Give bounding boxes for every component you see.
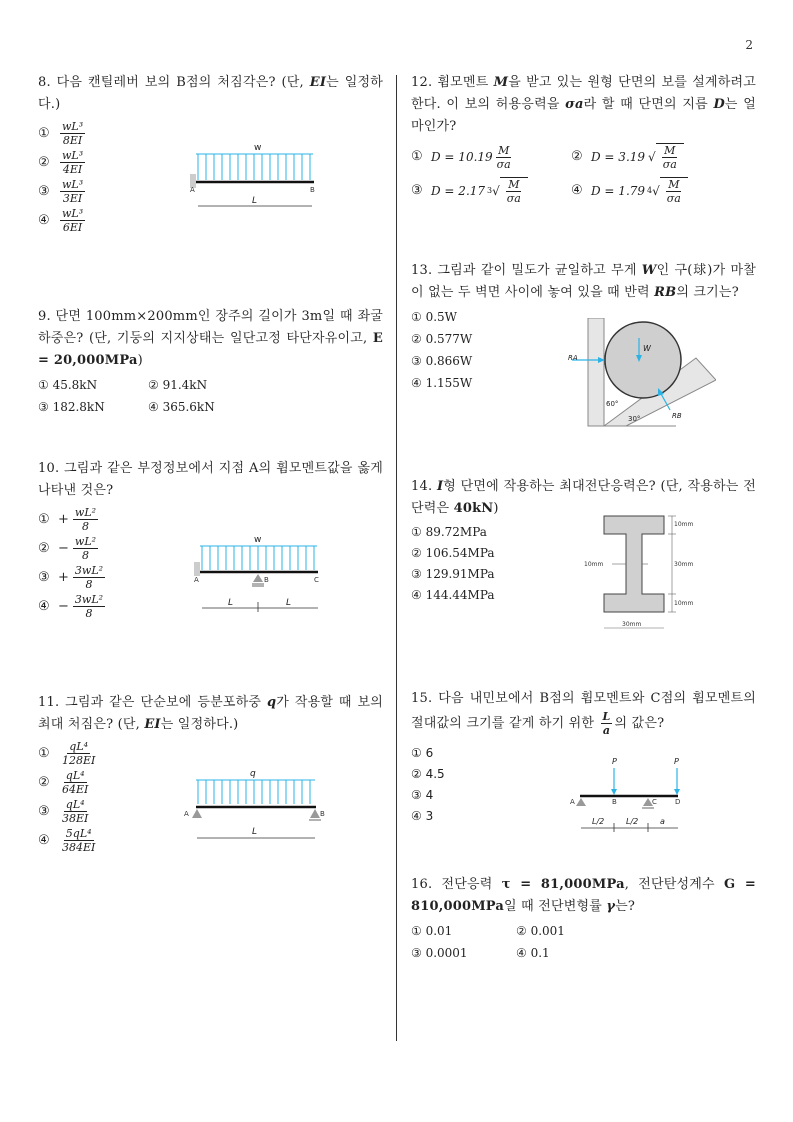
q10-option-1[interactable]: ① + $\frac{\text{wL²}}{8}$: [38, 506, 97, 533]
column-divider: [396, 75, 397, 1041]
q11-option-4[interactable]: ④ $\frac{\text{5qL⁴}}{384EI}$: [38, 827, 96, 854]
q8-option-2[interactable]: ② $\frac{\text{wL³}}{4EI}$: [38, 149, 84, 176]
q15-option-1[interactable]: ① 6: [411, 746, 434, 760]
q10-option-2[interactable]: ② − $\frac{\text{wL²}}{8}$: [38, 535, 97, 562]
question-9-text: 9. 단면 100mm×200mm인 장주의 길이가 3m일 때 좌굴하중은? (단, 기둥의 지지상태는 일단고정 타단자유이고, E = 20,000MPa): [38, 309, 383, 368]
svg-text:A: A: [184, 810, 189, 818]
q8-option-3[interactable]: ③ $\frac{\text{wL³}}{3EI}$: [38, 178, 84, 205]
question-13-text: 13. 그림과 같이 밀도가 균일하고 무게 W인 구(球)가 마찰이 없는 두 벽면 사이에 놓여 있을 때 반력 RB의 크기는?: [411, 263, 756, 300]
q9-option-2[interactable]: ② 91.4kN: [148, 378, 208, 392]
question-12-text: 12. 휨모멘트 M을 받고 있는 원형 단면의 보를 설계하려고 한다. 이 보의 허용응력을 σa라 할 때 단면의 지름 D는 얼마인가?: [411, 75, 756, 134]
question-8-text: 8. 다음 캔틸레버 보의 B점의 처짐각은? (단, EI는 일정하다.): [38, 75, 383, 112]
svg-text:B: B: [264, 576, 269, 584]
svg-text:L/2: L/2: [592, 817, 605, 826]
svg-text:L/2: L/2: [626, 817, 639, 826]
q16-option-2[interactable]: ② 0.001: [516, 924, 565, 938]
q12-option-1[interactable]: ① D = 10.19 $\frac{M}{\sigma a}$: [411, 143, 511, 171]
svg-text:10mm: 10mm: [674, 521, 694, 528]
q14-option-4[interactable]: ④ 144.44MPa: [411, 588, 495, 602]
svg-text:30°: 30°: [628, 415, 641, 423]
q12-option-2[interactable]: ② D = 3.19 √ $\frac{M}{\sigma a}$: [571, 140, 751, 174]
q15-option-4[interactable]: ④ 3: [411, 809, 434, 823]
q14-option-1[interactable]: ① 89.72MPa: [411, 525, 487, 539]
svg-text:A: A: [194, 576, 199, 584]
svg-text:P: P: [612, 757, 617, 766]
sphere-walls-figure: [566, 318, 716, 428]
question-15-text: 15. 다음 내민보에서 B점의 휨모멘트와 C점의 휨모멘트의 절대값의 크기를 같게 하기 위한 $\frac{L}{a}$ 의 값은?: [411, 691, 756, 737]
question-16: [411, 874, 756, 964]
q14-option-2[interactable]: ② 106.54MPa: [411, 546, 495, 560]
q8-option-1[interactable]: ① $\frac{\text{wL³}}{8EI}$: [38, 120, 84, 147]
q11-option-2[interactable]: ② $\frac{\text{qL⁴}}{64EI}$: [38, 769, 89, 796]
svg-text:w: w: [254, 535, 262, 545]
question-16-text: 16. 전단응력 τ = 81,000MPa, 전단탄성계수 G = 810,000MPa일 때 전단변형률 γ는?: [411, 877, 756, 914]
overhang-beam-figure: [568, 756, 688, 836]
svg-text:B: B: [320, 810, 325, 818]
q9-option-4[interactable]: ④ 365.6kN: [148, 400, 215, 414]
cantilever-beam-figure: [188, 140, 323, 212]
svg-text:a: a: [660, 817, 665, 826]
svg-text:B: B: [310, 186, 315, 194]
q16-option-3[interactable]: ③ 0.0001: [411, 946, 468, 960]
q16-option-4[interactable]: ④ 0.1: [516, 946, 550, 960]
q13-option-4[interactable]: ④ 1.155W: [411, 376, 473, 390]
q15-option-3[interactable]: ③ 4: [411, 788, 434, 802]
q10-option-3[interactable]: ③ + $\frac{\text{3wL²}}{8}$: [38, 564, 104, 591]
q13-option-1[interactable]: ① 0.5W: [411, 310, 457, 324]
q9-option-3[interactable]: ③ 182.8kN: [38, 400, 105, 414]
simple-beam-figure: [180, 766, 330, 846]
svg-text:30mm: 30mm: [622, 621, 642, 628]
q12-option-4[interactable]: ④ D = 1.79 4 √ $\frac{M}{\sigma a}$: [571, 174, 751, 208]
indeterminate-beam-figure: [190, 532, 325, 614]
svg-text:A: A: [570, 798, 575, 806]
svg-text:D: D: [675, 798, 681, 806]
q11-option-3[interactable]: ③ $\frac{\text{qL⁴}}{38EI}$: [38, 798, 89, 825]
svg-text:RB: RB: [672, 412, 682, 420]
svg-text:B: B: [612, 798, 617, 806]
svg-text:L: L: [286, 598, 292, 608]
question-10-text: 10. 그림과 같은 부정정보에서 지점 A의 휨모멘트값을 옳게 나타낸 것은?: [38, 461, 383, 498]
svg-text:10mm: 10mm: [584, 561, 604, 568]
question-14-text: 14. I형 단면에 작용하는 최대전단응력은? (단, 작용하는 전단력은 40kN): [411, 479, 756, 516]
svg-text:10mm: 10mm: [674, 600, 694, 607]
svg-text:30mm: 30mm: [674, 561, 694, 568]
q8-option-4[interactable]: ④ $\frac{\text{wL³}}{6EI}$: [38, 207, 84, 234]
svg-text:RA: RA: [568, 354, 578, 362]
svg-text:W: W: [643, 344, 651, 353]
svg-text:L: L: [252, 196, 258, 206]
question-12: [411, 72, 756, 208]
svg-text:C: C: [314, 576, 319, 584]
svg-text:C: C: [652, 798, 657, 806]
question-11-text: 11. 그림과 같은 단순보에 등분포하중 q가 작용할 때 보의 최대 처짐은? (단, EI는 일정하다.): [38, 695, 383, 732]
question-9: [38, 306, 383, 418]
svg-text:L: L: [228, 598, 234, 608]
svg-text:60°: 60°: [606, 400, 619, 408]
q11-option-1[interactable]: ① $\frac{\text{qL⁴}}{128EI}$: [38, 740, 96, 767]
q13-option-2[interactable]: ② 0.577W: [411, 332, 473, 346]
q9-option-1[interactable]: ① 45.8kN: [38, 378, 98, 392]
q14-option-3[interactable]: ③ 129.91MPa: [411, 567, 495, 581]
i-section-figure: [584, 512, 704, 636]
svg-text:A: A: [190, 186, 195, 194]
svg-text:q: q: [250, 769, 256, 779]
q12-option-3[interactable]: ③ D = 2.17 3 √ $\frac{M}{\sigma a}$: [411, 174, 571, 208]
page-number: 2: [745, 38, 753, 52]
svg-text:L: L: [252, 827, 258, 837]
q15-option-2[interactable]: ② 4.5: [411, 767, 445, 781]
svg-text:w: w: [254, 143, 262, 153]
q13-option-3[interactable]: ③ 0.866W: [411, 354, 473, 368]
q16-option-1[interactable]: ① 0.01: [411, 924, 453, 938]
svg-text:P: P: [674, 757, 679, 766]
q10-option-4[interactable]: ④ − $\frac{\text{3wL²}}{8}$: [38, 593, 104, 620]
